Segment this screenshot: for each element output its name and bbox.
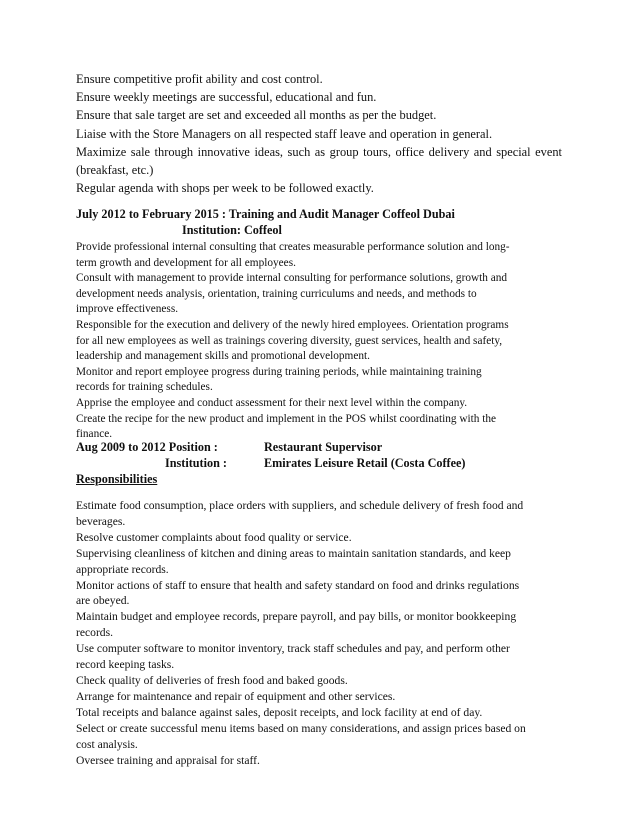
job2-line: Select or create successful menu items based on many considerations, and assign prices based on (76, 721, 526, 735)
job2-line: Supervising cleanliness of kitchen and dining areas to maintain sanitation standards, and keep (76, 546, 511, 560)
job2-line: record keeping tasks. (76, 658, 175, 672)
job2-institution-row (76, 455, 562, 471)
job1-heading: July 2012 to February 2015 : Training and Audit Manager Coffeol Dubai (76, 207, 455, 221)
job1-line: Responsible for the execution and delivery of the newly hired employees. Orientation programs (76, 318, 509, 331)
job1-line: leadership and management skills and promotional development. (76, 350, 370, 363)
job1-line: Provide professional internal consulting that creates measurable performance solution and long- (76, 241, 510, 253)
job1-line: term growth and development for all employees. (76, 256, 296, 269)
job2-line: Use computer software to monitor inventory, track staff schedules and pay, and perform other (76, 642, 510, 656)
job2-line: beverages. (76, 514, 126, 528)
job2-line: Estimate food consumption, place orders with suppliers, and schedule delivery of fresh food and (76, 499, 524, 512)
job2-line: records. (76, 626, 114, 640)
job1-line: for all new employees as well as trainings covering diversity, guest services, health and safety, (76, 334, 503, 347)
job1-institution: Institution: Coffeol (182, 223, 282, 237)
job2-line: Maintain budget and employee records, prepare payroll, and pay bills, or monitor bookkeeping (76, 610, 517, 624)
intro-line: Ensure that sale target are set and exceeded all months as per the budget. (76, 108, 437, 123)
job2-responsibilities (76, 498, 562, 768)
job1-line: development needs analysis, orientation, training curriculums and needs, and methods to (76, 287, 477, 300)
job2-position: Restaurant Supervisor (264, 440, 383, 454)
job2-institution-label: Institution : (165, 456, 227, 470)
job2-line: Check quality of deliveries of fresh food and baked goods. (76, 673, 348, 687)
job2-line: Arrange for maintenance and repair of equipment and other services. (76, 689, 396, 703)
responsibilities-heading: Responsibilities (76, 472, 158, 486)
job2-institution: Emirates Leisure Retail (Costa Coffee) (264, 456, 466, 470)
intro-line: Ensure weekly meetings are successful, educational and fun. (76, 90, 377, 105)
job2-line: are obeyed. (76, 594, 130, 608)
intro-bullet-list (76, 70, 562, 197)
job1-line: records for training schedules. (76, 381, 213, 394)
job1-description (76, 240, 562, 443)
job2-line: Total receipts and balance against sales, deposit receipts, and lock facility at end of day. (76, 705, 483, 719)
job1-header (76, 206, 562, 238)
job2-line: Oversee training and appraisal for staff. (76, 753, 260, 767)
intro-line: (breakfast, etc.) (76, 163, 154, 178)
job2-period-label: Aug 2009 to 2012 Position : (76, 440, 218, 454)
job2-header (76, 439, 562, 487)
job1-line: Monitor and report employee progress during training periods, while maintaining training (76, 365, 482, 378)
intro-line: Regular agenda with shops per week to be followed exactly. (76, 181, 374, 196)
intro-line: Maximize sale through innovative ideas, such as group tours, office delivery and special event (76, 144, 562, 159)
job2-line: Monitor actions of staff to ensure that health and safety standard on food and drinks regulations (76, 578, 520, 592)
intro-line: Ensure competitive profit ability and cost control. (76, 72, 323, 86)
job2-position-row (76, 439, 562, 455)
job2-line: Resolve customer complaints about food quality or service. (76, 530, 352, 544)
job1-line: improve effectiveness. (76, 303, 179, 316)
job1-line: Consult with management to provide internal consulting for performance solutions, growth and (76, 272, 508, 285)
job1-line: Apprise the employee and conduct assessment for their next level within the company. (76, 396, 468, 409)
job1-line: finance. (76, 428, 113, 441)
job2-line: cost analysis. (76, 737, 138, 751)
job2-line: appropriate records. (76, 562, 169, 576)
intro-line: Liaise with the Store Managers on all respected staff leave and operation in general. (76, 126, 493, 141)
job1-line: Create the recipe for the new product and implement in the POS whilst coordinating with the (76, 412, 497, 425)
